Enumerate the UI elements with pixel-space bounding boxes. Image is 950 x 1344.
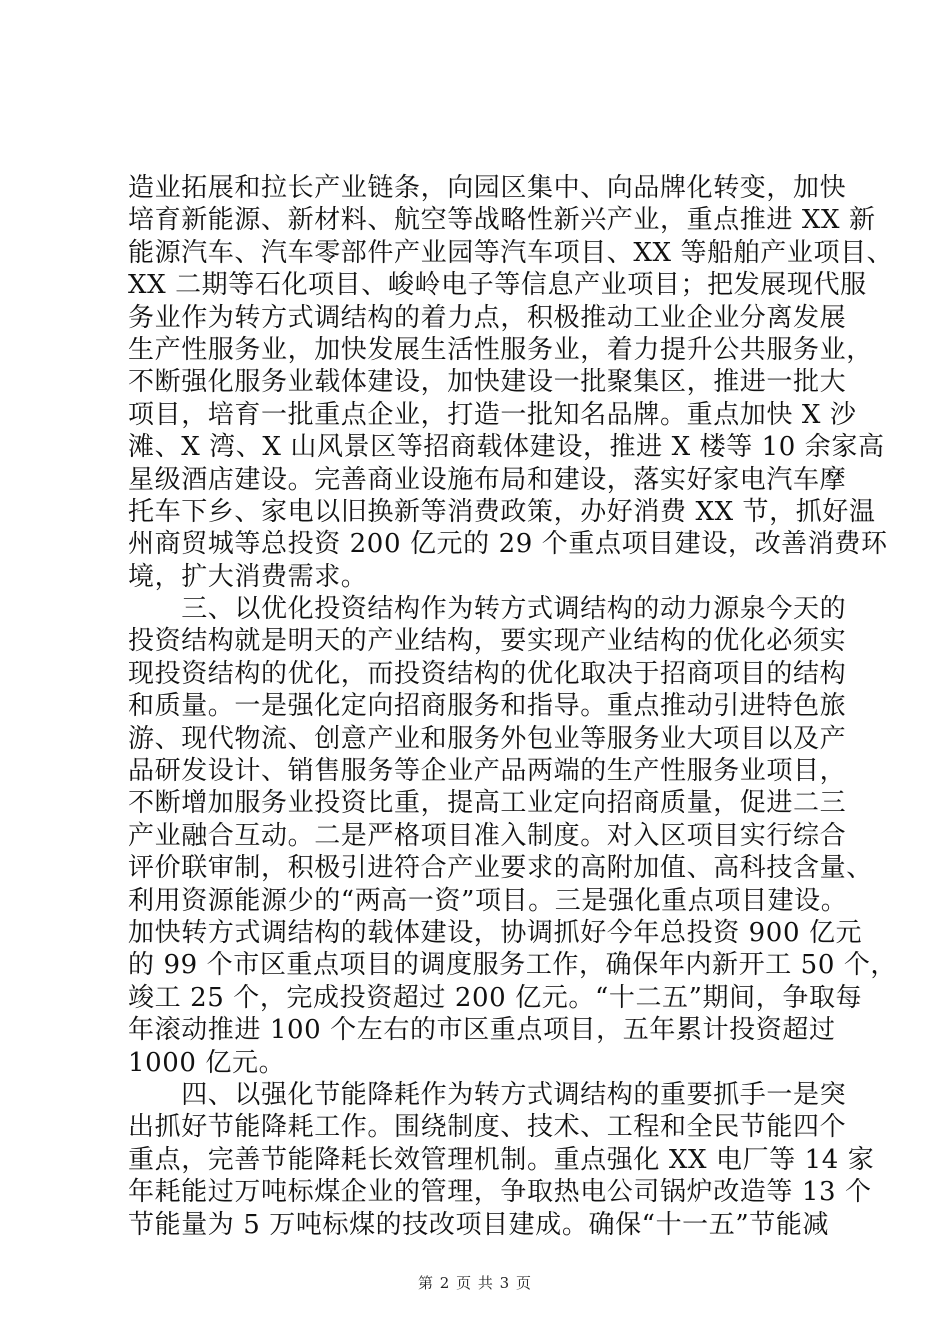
text-line: 游、现代物流、创意产业和服务外包业等服务业大项目以及产 <box>128 723 847 754</box>
text-line: 能源汽车、汽车零部件产业园等汽车项目、XX 等船舶产业项目、 <box>128 237 894 268</box>
text-line: 托车下乡、家电以旧换新等消费政策，办好消费 XX 节，抓好温 <box>128 496 876 527</box>
text-line: 节能量为 5 万吨标煤的技改项目建成。确保“十一五”节能减 <box>128 1209 830 1240</box>
text-line: 的 99 个市区重点项目的调度服务工作，确保年内新开工 50 个， <box>128 950 898 981</box>
text-line: 1000 亿元。 <box>128 1047 286 1078</box>
text-line: 利用资源能源少的“两高一资”项目。三是强化重点项目建设。 <box>128 885 848 916</box>
text-line: 投资结构就是明天的产业结构，要实现产业结构的优化必须实 <box>128 626 847 657</box>
page-footer: 第 2 页 共 3 页 <box>418 1274 532 1292</box>
text-line: 务业作为转方式调结构的着力点，积极推动工业企业分离发展 <box>128 302 847 333</box>
text-line: 现投资结构的优化，而投资结构的优化取决于招商项目的结构 <box>128 658 847 689</box>
text-line: 品研发设计、销售服务等企业产品两端的生产性服务业项目， <box>128 756 847 787</box>
text-line: 星级酒店建设。完善商业设施布局和建设，落实好家电汽车摩 <box>128 464 847 495</box>
text-line: 项目，培育一批重点企业，打造一批知名品牌。重点加快 X 沙 <box>128 399 857 430</box>
text-line: 三、以优化投资结构作为转方式调结构的动力源泉今天的 <box>128 594 847 625</box>
text-line: 评价联审制，积极引进符合产业要求的高附加值、高科技含量、 <box>128 853 873 884</box>
text-line: 出抓好节能降耗工作。围绕制度、技术、工程和全民节能四个 <box>128 1112 847 1143</box>
text-line: 四、以强化节能降耗作为转方式调结构的重要抓手一是突 <box>128 1079 847 1110</box>
text-line: 产业融合互动。二是严格项目准入制度。对入区项目实行综合 <box>128 820 847 851</box>
text-line: 造业拓展和拉长产业链条，向园区集中、向品牌化转变，加快 <box>128 173 847 203</box>
text-line: 境，扩大消费需求。 <box>128 561 368 592</box>
text-line: 生产性服务业，加快发展生活性服务业，着力提升公共服务业， <box>128 334 873 365</box>
text-line: 年耗能过万吨标煤企业的管理，争取热电公司锅炉改造等 13 个 <box>128 1177 872 1208</box>
text-line: 不断增加服务业投资比重，提高工业定向招商质量，促进二三 <box>128 788 847 819</box>
text-line: 竣工 25 个，完成投资超过 200 亿元。“十二五”期间，争取每 <box>128 982 863 1013</box>
text-line: 年滚动推进 100 个左右的市区重点项目，五年累计投资超过 <box>128 1015 836 1046</box>
text-line: 和质量。一是强化定向招商服务和指导。重点推动引进特色旅 <box>128 691 847 722</box>
text-line: XX 二期等石化项目、峻岭电子等信息产业项目；把发展现代服 <box>128 270 867 301</box>
text-line: 滩、X 湾、X 山风景区等招商载体建设，推进 X 楼等 10 余家高 <box>128 432 885 463</box>
text-line: 加快转方式调结构的载体建设，协调抓好今年总投资 900 亿元 <box>128 917 863 948</box>
text-line: 培育新能源、新材料、航空等战略性新兴产业，重点推进 XX 新 <box>128 205 876 236</box>
document-body <box>128 172 898 1241</box>
text-line: 州商贸城等总投资 200 亿元的 29 个重点项目建设，改善消费环 <box>128 529 888 560</box>
text-line: 重点，完善节能降耗长效管理机制。重点强化 XX 电厂等 14 家 <box>128 1144 875 1175</box>
text-line: 不断强化服务业载体建设，加快建设一批聚集区，推进一批大 <box>128 367 847 398</box>
